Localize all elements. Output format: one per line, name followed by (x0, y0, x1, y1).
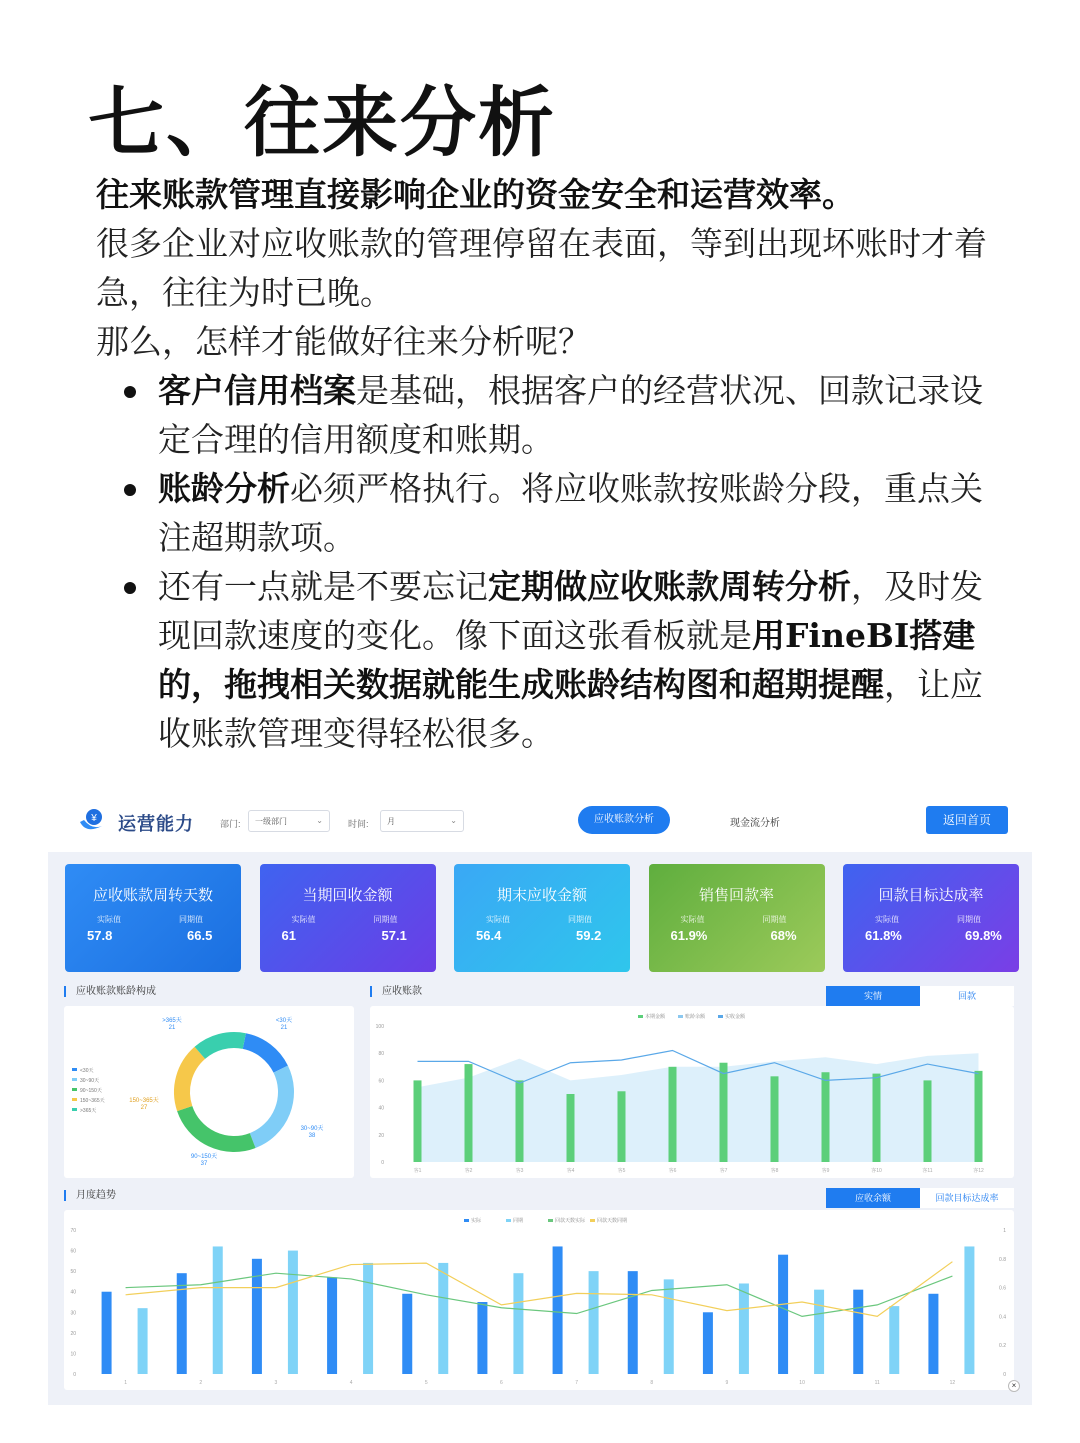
kpi-prior-value: 66.5 (187, 928, 213, 943)
kpi-prior-value: 59.2 (576, 928, 602, 943)
kpi-actual-value: 61.8% (865, 928, 902, 943)
legend-label: 150~365天 (80, 1098, 105, 1104)
x-tick-label: 客11 (922, 1168, 933, 1174)
slice-label: 90~150天 (190, 1154, 218, 1160)
kpi-prior-label: 同期值 (957, 915, 981, 924)
y-tick-label: 40 (378, 1105, 384, 1112)
bar-mark (814, 1290, 824, 1374)
kpi-card (843, 864, 1019, 972)
bullet-item-aging (96, 464, 996, 562)
y-tick-label: 70 (70, 1228, 76, 1234)
bar-mark (589, 1271, 599, 1374)
bullet-text: 必须严格执行。将应收账款按账龄分段，重点关注超期款项。 (158, 469, 983, 557)
donut-slice (185, 1109, 253, 1144)
legend-label: 同期 (513, 1218, 524, 1224)
aging-donut-chart (64, 1006, 354, 1178)
y-tick-label: 10 (70, 1351, 76, 1358)
section-title-monthly: 月度趋势 (64, 1190, 116, 1201)
kpi-actual-label: 实际值 (97, 915, 121, 924)
kpi-actual-value: 56.4 (476, 928, 502, 943)
legend-swatch (638, 1015, 643, 1018)
x-tick-label: 3 (274, 1380, 278, 1386)
x-tick-label: 客9 (821, 1168, 830, 1174)
bullet-dot-icon (124, 386, 136, 398)
page-title: 七、往来分析 (88, 78, 556, 167)
section-title-aging: 应收账款账龄构成 (64, 986, 156, 997)
y-tick-label: 30 (70, 1310, 76, 1317)
kpi-title: 回款目标达成率 (878, 887, 984, 904)
bar-mark (327, 1277, 337, 1374)
y-tick-label: 100 (375, 1024, 384, 1030)
line-series-trend (126, 1262, 953, 1317)
bar-mark (739, 1283, 749, 1374)
bar-mark (720, 1063, 728, 1162)
x-tick-label: 客7 (719, 1168, 728, 1174)
x-tick-label: 4 (349, 1380, 353, 1386)
x-tick-label: 客2 (464, 1168, 473, 1174)
back-home-button[interactable]: 返回首页 (926, 806, 1008, 834)
bar-mark (669, 1067, 677, 1162)
brand-title: 运营能力 (118, 814, 194, 834)
slice-label: 30~90天 (300, 1126, 324, 1132)
bar-mark (402, 1294, 412, 1374)
x-tick-label: 客12 (973, 1168, 984, 1174)
x-tick-label: 客8 (770, 1168, 779, 1174)
bar-mark (703, 1312, 713, 1374)
monthly-chart-panel (64, 1210, 1014, 1390)
bar-mark (928, 1294, 938, 1374)
chevron-down-icon: ⌄ (316, 816, 323, 825)
x-tick-label: 7 (575, 1380, 578, 1386)
kpi-prior-label: 同期值 (568, 915, 592, 924)
article-body (96, 170, 996, 758)
kpi-card (260, 864, 436, 972)
x-tick-label: 8 (650, 1380, 654, 1386)
kpi-actual-label: 实际值 (875, 915, 899, 924)
kpi-card (454, 864, 630, 972)
kpi-prior-value: 69.8% (965, 928, 1002, 943)
bar-mark (975, 1071, 983, 1162)
y-tick-label: 80 (378, 1051, 384, 1058)
article-paragraph-1: 很多企业对应收账款的管理停留在表面，等到出现坏账时才着急，往往为时已晚。 (96, 224, 987, 312)
article-lead: 往来账款管理直接影响企业的资金安全和运营效率。 (96, 175, 855, 214)
bar-mark (138, 1308, 148, 1374)
bullet-text: 还有一点就是不要忘记 (158, 567, 488, 606)
bullet-dot-icon (124, 484, 136, 496)
bullet-bold-text: 用FineBI搭建的，拖拽相关数据就能生成账龄结构图和超期提醒 (158, 616, 976, 704)
legend-swatch (590, 1219, 595, 1222)
bar-mark (618, 1091, 626, 1162)
kpi-title: 应收账款周转天数 (92, 887, 213, 904)
legend-swatch (464, 1219, 469, 1222)
legend-swatch (72, 1108, 77, 1111)
x-tick-label: 客1 (413, 1168, 422, 1174)
kpi-card (65, 864, 241, 972)
bar-mark (177, 1273, 187, 1374)
bar-mark (516, 1080, 524, 1162)
kpi-prior-label: 同期值 (762, 915, 787, 924)
bar-mark (102, 1292, 112, 1374)
x-tick-label: 客6 (668, 1168, 677, 1174)
kpi-prior-value: 68% (770, 928, 797, 943)
y-tick-label: 0 (73, 1372, 76, 1378)
legend-swatch (548, 1219, 553, 1222)
toggle-target-rate[interactable]: 回款目标达成率 (920, 1188, 1014, 1208)
aging-chart-panel (64, 1006, 354, 1178)
legend-label: 30~90天 (80, 1078, 100, 1084)
bar-mark (553, 1246, 563, 1374)
legend-swatch (72, 1098, 77, 1101)
slice-value: 27 (140, 1105, 148, 1111)
bar-mark (889, 1306, 899, 1374)
legend-swatch (72, 1088, 77, 1091)
kpi-actual-value: 57.8 (87, 928, 113, 943)
dept-filter-value: 一级部门 (255, 817, 287, 826)
y-tick-label: 60 (378, 1078, 384, 1085)
legend-label: 回款天数同期 (597, 1218, 628, 1224)
slice-value: 21 (168, 1025, 176, 1031)
kpi-actual-label: 实际值 (680, 915, 705, 924)
x-tick-label: 11 (874, 1380, 880, 1386)
slice-label: 150~365天 (129, 1098, 159, 1104)
bullet-bold-text: 客户信用档案 (158, 371, 356, 410)
y2-tick-label: 1 (1003, 1228, 1006, 1234)
slice-value: 21 (280, 1025, 288, 1031)
area-series-balance (418, 1053, 979, 1162)
x-tick-label: 12 (949, 1380, 956, 1386)
x-tick-label: 客5 (617, 1168, 626, 1174)
x-tick-label: 5 (424, 1380, 428, 1386)
bar-mark (664, 1279, 674, 1374)
bar-mark (853, 1290, 863, 1374)
bar-mark (513, 1273, 523, 1374)
bar-mark (567, 1094, 575, 1162)
x-tick-label: 1 (124, 1380, 127, 1386)
toggle-actual[interactable]: 实情 (826, 986, 920, 1006)
slice-value: 37 (200, 1161, 208, 1167)
brand-logo-icon (78, 808, 108, 834)
y-tick-label: 20 (70, 1330, 76, 1337)
x-tick-label: 客4 (566, 1168, 575, 1174)
bullet-item-credit (96, 366, 996, 464)
tab-receivable-analysis[interactable]: 应收账款分析 (578, 806, 670, 834)
slice-label: <30天 (275, 1018, 293, 1024)
kpi-actual-label: 实际值 (486, 915, 510, 924)
legend-swatch (678, 1015, 683, 1018)
donut-slice (244, 1041, 280, 1069)
slice-label: >365天 (162, 1018, 182, 1024)
bullet-bold-text: 定期做应收账款周转分析 (488, 567, 851, 606)
kpi-actual-value: 61 (281, 928, 296, 943)
dashboard-screenshot (48, 790, 1032, 1405)
toggle-collection[interactable]: 回款 (920, 986, 1014, 1006)
kpi-card (649, 864, 825, 972)
x-tick-label: 6 (500, 1380, 503, 1386)
bar-mark (363, 1263, 373, 1374)
legend-swatch (72, 1078, 77, 1081)
bar-mark (438, 1263, 448, 1374)
bar-mark (771, 1076, 779, 1162)
bar-mark (964, 1246, 974, 1374)
line-series-trend (126, 1273, 953, 1316)
legend-label: 回款天数实际 (555, 1218, 586, 1224)
bar-mark (213, 1246, 223, 1374)
y2-tick-label: 0.4 (999, 1314, 1006, 1321)
y-tick-label: 60 (70, 1248, 76, 1255)
donut-slice (200, 1040, 244, 1053)
tab-cashflow-analysis[interactable]: 现金流分析 (730, 818, 780, 829)
legend-label: 90~150天 (80, 1088, 102, 1094)
y-tick-label: 20 (378, 1132, 384, 1139)
legend-label: 实际 (471, 1218, 482, 1224)
donut-slice (182, 1053, 200, 1109)
legend-label: 本期金额 (645, 1014, 666, 1020)
x-tick-label: 客10 (871, 1168, 882, 1174)
bar-mark (873, 1074, 881, 1162)
donut-slice (253, 1069, 286, 1140)
kpi-actual-value: 61.9% (670, 928, 708, 943)
receivable-bar-chart (370, 1006, 1014, 1178)
receivable-chart-panel (370, 1006, 1014, 1178)
dept-filter-select[interactable] (248, 810, 330, 832)
x-tick-label: 10 (799, 1380, 805, 1386)
time-filter-label: 时间: (348, 819, 369, 829)
bullet-dot-icon (124, 582, 136, 594)
x-tick-label: 2 (199, 1380, 203, 1386)
bar-mark (778, 1255, 788, 1374)
y-tick-label: 50 (70, 1269, 76, 1276)
legend-label: 实收金额 (725, 1014, 746, 1020)
bullet-bold-text: 账龄分析 (158, 469, 290, 508)
svg-text:¥: ¥ (91, 813, 97, 824)
kpi-prior-value: 57.1 (381, 928, 407, 943)
bullet-item-turnover (96, 562, 996, 758)
section-title-receivable: 应收账款 (370, 986, 422, 997)
time-filter-value: 月 (387, 817, 395, 826)
bullet-text: 是基础，根据客户的经营状况、回款记录设定合理的信用额度和账期。 (158, 371, 983, 459)
chevron-down-icon: ⌄ (450, 816, 457, 825)
kpi-title: 期末应收金额 (496, 887, 587, 904)
kpi-actual-label: 实际值 (291, 915, 316, 924)
legend-swatch (718, 1015, 723, 1018)
bar-mark (414, 1080, 422, 1162)
x-tick-label: 9 (725, 1380, 729, 1386)
close-icon[interactable]: × (1008, 1380, 1020, 1392)
kpi-prior-label: 同期值 (373, 915, 398, 924)
bar-mark (465, 1064, 473, 1162)
slice-value: 38 (308, 1133, 316, 1139)
legend-swatch (506, 1219, 511, 1222)
bullet-text: ，及时发现回款速度的变化。像下面这张看板就是 (158, 567, 983, 655)
y-tick-label: 40 (70, 1289, 76, 1296)
dashboard-topbar (48, 790, 1032, 852)
y2-tick-label: 0.8 (999, 1256, 1006, 1263)
bullet-text: ，让应收账款管理变得轻松很多。 (158, 665, 983, 753)
y-tick-label: 0 (381, 1160, 384, 1166)
y2-tick-label: 0.6 (999, 1285, 1006, 1292)
y2-tick-label: 0 (1003, 1372, 1006, 1378)
legend-swatch (72, 1068, 77, 1071)
legend-label: <30天 (80, 1068, 94, 1074)
time-filter-select[interactable] (380, 810, 464, 832)
bar-mark (822, 1072, 830, 1162)
legend-label: >365天 (80, 1108, 97, 1114)
article-bullet-list (96, 366, 996, 758)
legend-label: 账龄余额 (685, 1014, 706, 1020)
bar-mark (924, 1080, 932, 1162)
toggle-balance[interactable]: 应收余额 (826, 1188, 920, 1208)
kpi-prior-label: 同期值 (179, 915, 203, 924)
y2-tick-label: 0.2 (999, 1343, 1006, 1350)
article-paragraph-2: 那么，怎样才能做好往来分析呢？ (96, 322, 591, 361)
bar-mark (477, 1302, 487, 1374)
x-tick-label: 客3 (515, 1168, 524, 1174)
bar-mark (628, 1271, 638, 1374)
dept-filter-label: 部门: (220, 819, 241, 829)
bar-mark (288, 1251, 298, 1374)
kpi-title: 当期回收金额 (302, 887, 393, 904)
kpi-title: 销售回款率 (698, 887, 774, 904)
monthly-trend-chart (64, 1210, 1014, 1390)
